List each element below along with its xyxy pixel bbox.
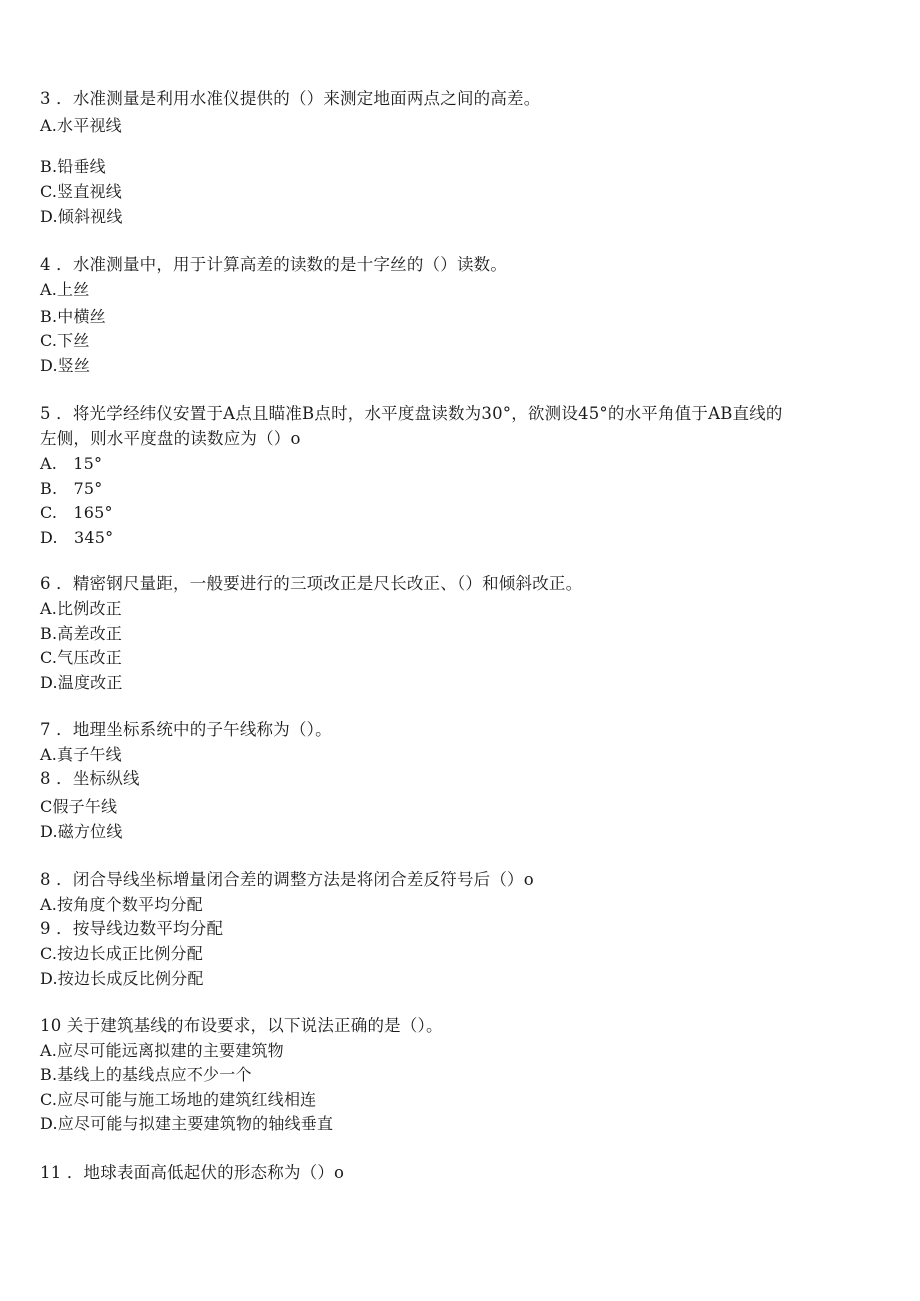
question-7-option-d: D.磁方位线 bbox=[40, 822, 123, 841]
question-8-option-c: C.按边长成正比例分配 bbox=[40, 944, 203, 963]
question-3-stem: 3 ．水准测量是利用水准仪提供的（）来测定地面两点之间的高差。 bbox=[40, 89, 541, 108]
question-7-stem: 7 ．地理坐标系统中的子午线称为（）。 bbox=[40, 720, 332, 739]
question-5-option-a: A. 15° bbox=[40, 454, 103, 473]
question-3-option-c: C.竖直视线 bbox=[40, 182, 122, 201]
question-6-option-b: B.高差改正 bbox=[40, 624, 123, 643]
question-10-stem: 10 关于建筑基线的布设要求，以下说法正确的是（）。 bbox=[40, 1016, 443, 1035]
question-10-option-a: A.应尽可能远离拟建的主要建筑物 bbox=[40, 1041, 284, 1060]
question-4-stem: 4 ．水准测量中，用于计算高差的读数的是十字丝的（）读数。 bbox=[40, 255, 508, 274]
question-6-option-a: A.比例改正 bbox=[40, 599, 122, 618]
question-3-option-d: D.倾斜视线 bbox=[40, 207, 123, 226]
question-10-option-d: D.应尽可能与拟建主要建筑物的轴线垂直 bbox=[40, 1114, 334, 1133]
question-5-stem: 5 ．将光学经纬仪安置于A点且瞄准B点时，水平度盘读数为30°，欲测设45°的水平角值于AB直线的 bbox=[40, 404, 783, 423]
question-7-option-c: C假子午线 bbox=[40, 797, 118, 816]
question-4-option-a: A.上丝 bbox=[40, 280, 90, 299]
question-3-option-b: B.铅垂线 bbox=[40, 157, 106, 176]
question-10-option-b: B.基线上的基线点应不少一个 bbox=[40, 1065, 252, 1084]
question-5-option-b: B. 75° bbox=[40, 479, 103, 498]
question-8-option-b: 9 ．按导线边数平均分配 bbox=[40, 919, 224, 938]
question-7-option-b: 8 ．坐标纵线 bbox=[40, 769, 140, 788]
question-7-option-a: A.真子午线 bbox=[40, 745, 122, 764]
question-4-option-d: D.竖丝 bbox=[40, 356, 91, 375]
question-6-option-d: D.温度改正 bbox=[40, 673, 123, 692]
question-8-option-a: A.按角度个数平均分配 bbox=[40, 895, 203, 914]
question-11-stem: 11 ．地球表面高低起伏的形态称为（）o bbox=[40, 1163, 345, 1182]
question-8-option-d: D.按边长成反比例分配 bbox=[40, 969, 204, 988]
question-10-option-c: C.应尽可能与施工场地的建筑红线相连 bbox=[40, 1090, 317, 1109]
question-6-option-c: C.气压改正 bbox=[40, 648, 122, 667]
question-4-option-b: B.中横丝 bbox=[40, 307, 106, 326]
question-6-stem: 6 ．精密钢尺量距，一般要进行的三项改正是尺长改正、（）和倾斜改正。 bbox=[40, 574, 583, 593]
question-3-option-a: A.水平视线 bbox=[40, 116, 122, 135]
question-8-stem: 8 ．闭合导线坐标增量闭合差的调整方法是将闭合差反符号后（）o bbox=[40, 870, 534, 889]
question-5-stem-continued: 左侧，则水平度盘的读数应为（）o bbox=[40, 429, 301, 448]
question-5-option-c: C. 165° bbox=[40, 503, 113, 522]
question-5-option-d: D. 345° bbox=[40, 528, 114, 547]
question-4-option-c: C.下丝 bbox=[40, 331, 90, 350]
